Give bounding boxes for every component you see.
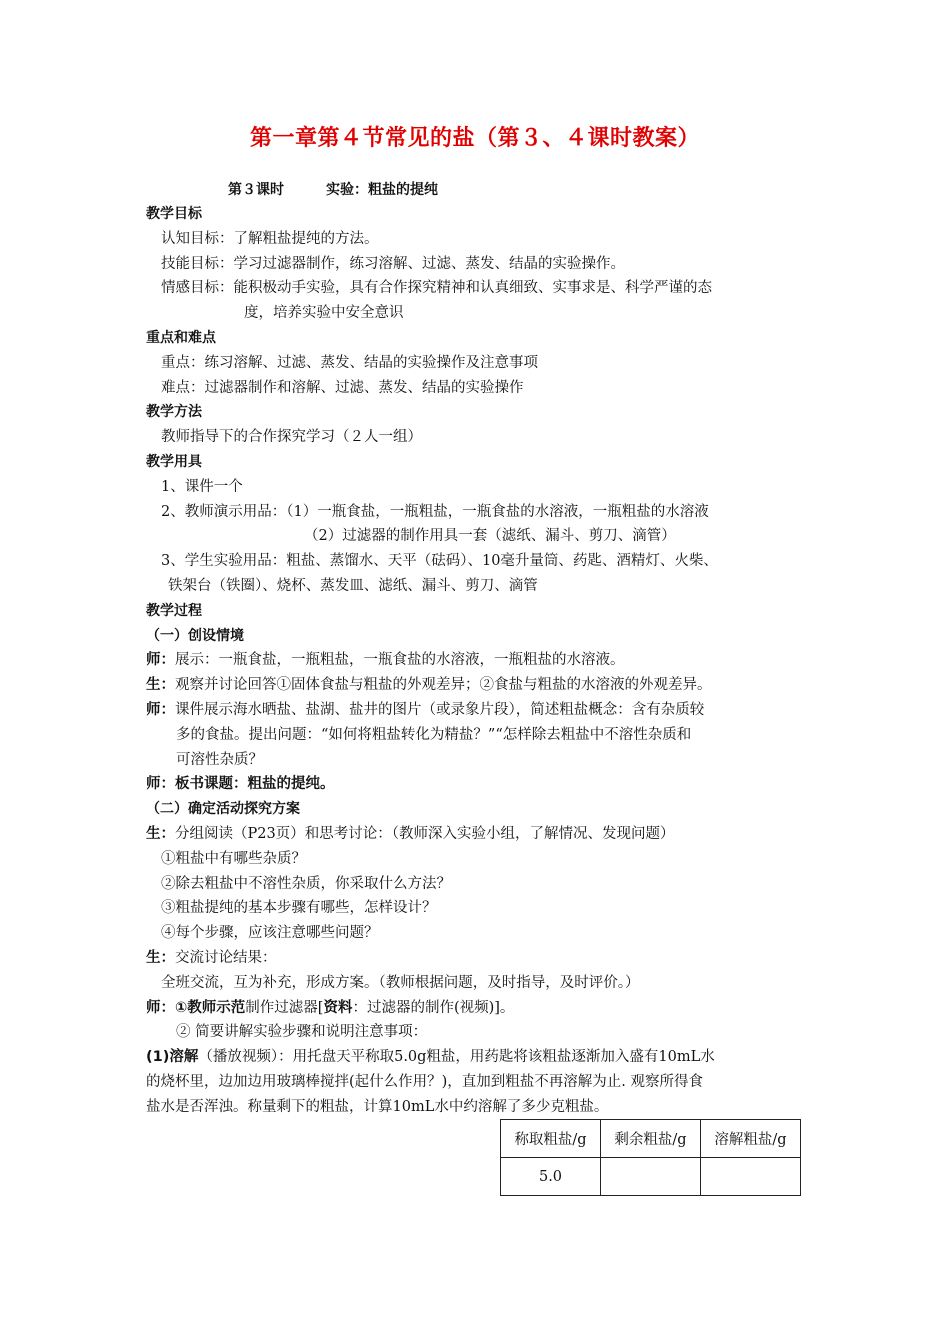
table-cell [601,1158,701,1196]
question-4: ④每个步骤，应该注意哪些问题？ [161,925,379,942]
tool-item-1: 1、课件一个 [161,478,243,495]
speaker-student: 生： [146,949,175,966]
dialog-text: 交流讨论结果： [175,949,277,966]
goal-emotion-line1: 情感目标：能积极动手实验，具有合作探究精神和认真细致、实事求是、科学严谨的态 [161,280,712,297]
section-heading-process: 教学过程 [146,602,202,619]
keypoint-key: 重点：练习溶解、过滤、蒸发、结晶的实验操作及注意事项 [161,354,538,371]
tool-item-3-line1: 3、学生实验用品：粗盐、蒸馏水、天平（砝码）、10毫升量筒、药匙、酒精灯、火柴、 [161,553,718,570]
tool-item-3-line2: 铁架台（铁圈）、烧杯、蒸发皿、滤纸、漏斗、剪刀、滴管 [168,577,538,594]
table-row [501,1158,801,1196]
subsection-plan: （二）确定活动探究方案 [146,801,300,818]
step-dissolve-heading: (1)溶解 [146,1049,199,1066]
keypoint-difficult: 难点：过滤器制作和溶解、过滤、蒸发、结晶的实验操作 [161,379,524,396]
method-text: 教师指导下的合作探究学习（２人一组） [161,429,422,446]
speaker-teacher: 师： [146,652,175,669]
dialog-line-board-title: 师：板书课题：粗盐的提纯。 [146,776,335,793]
dialog-text: 制作过滤器[ [245,999,324,1016]
resource-label: 资料 [323,999,353,1016]
table-cell [701,1158,801,1196]
dialog-text: 分组阅读（P23页）和思考讨论：（教师深入实验小组，了解情况、发现问题） [175,825,675,842]
step-text: （播放视频）：用托盘天平称取5.0g粗盐，用药匙将该粗盐逐渐加入盛有10mL水 [198,1049,715,1066]
tool-item-2-line2: （2）过滤器的制作用具一套（滤纸、漏斗、剪刀、滴管） [304,528,676,545]
table-header-cell: 溶解粗盐/g [701,1120,801,1158]
dialog-text: 观察并讨论回答①固体食盐与粗盐的外观差异；②食盐与粗盐的水溶液的外观差异。 [175,677,712,694]
goal-cognitive: 认知目标：了解粗盐提纯的方法。 [161,230,379,247]
dialog-text: ：过滤器的制作(视频)]。 [352,999,515,1016]
dialog-line [146,996,816,1021]
dialog-text: 课件展示海水晒盐、盐湖、盐井的图片（或录象片段），简述粗盐概念：含有杂质较 [175,701,705,718]
dialog-line [146,673,816,698]
section-heading-goals: 教学目标 [146,206,202,222]
section-heading-keypoints: 重点和难点 [146,329,216,346]
tool-item-2-line1: 2、教师演示用品：（1）一瓶食盐，一瓶粗盐，一瓶食盐的水溶液，一瓶粗盐的水溶液 [161,503,709,520]
table-header-cell: 剩余粗盐/g [601,1120,701,1158]
section-heading-tools: 教学用具 [146,453,202,470]
dialog-line [146,946,816,971]
dialog-text: 展示：一瓶食盐，一瓶粗盐，一瓶食盐的水溶液，一瓶粗盐的水溶液。 [175,652,625,669]
step-dissolve-line2: 的烧杯里，边加边用玻璃棒搅拌(起什么作用？)，直加到粗盐不再溶解为止. 观察所得食 [146,1073,704,1090]
step-explanation: ② 简要讲解实验步骤和说明注意事项： [176,1024,428,1041]
question-1: ①粗盐中有哪些杂质？ [161,850,306,867]
discussion-text: 全班交流，互为补充，形成方案。（教师根据问题，及时指导，及时评价。） [161,974,640,991]
speaker-teacher: 师： [146,701,175,718]
lesson-subtitle: 第３课时 实验：粗盐的提纯 [228,182,438,198]
step-dissolve-line1 [146,1045,816,1070]
dialog-line [146,648,816,673]
table-cell: 5.0 [501,1158,601,1196]
question-3: ③粗盐提纯的基本步骤有哪些，怎样设计？ [161,900,437,917]
subsection-scenario: （一）创设情境 [146,627,244,644]
table-header-cell: 称取粗盐/g [501,1120,601,1158]
speaker-student: 生： [146,677,175,694]
dialog-line [146,698,816,723]
demo-label: ①教师示范 [175,999,246,1016]
salt-measurement-table [500,1119,801,1196]
dialog-continuation: 多的食盐。提出问题：“如何将粗盐转化为精盐？”“怎样除去粗盐中不溶性杂质和 [176,726,692,743]
step-dissolve-line3: 盐水是否浑浊。称量剩下的粗盐，计算10mL水中约溶解了多少克粗盐。 [146,1098,609,1115]
page-title: 第一章第４节常见的盐（第３、４课时教案） [249,126,700,151]
goal-skill: 技能目标：学习过滤器制作，练习溶解、过滤、蒸发、结晶的实验操作。 [161,255,625,272]
dialog-continuation: 可溶性杂质？ [176,751,263,768]
dialog-line [146,822,816,847]
table-header-row [501,1120,801,1158]
lesson-content [146,202,816,1119]
goal-emotion-line2: 度，培养实验中安全意识 [244,305,404,322]
question-2: ②除去粗盐中不溶性杂质，你采取什么方法？ [161,875,451,892]
section-heading-method: 教学方法 [146,404,202,421]
speaker-student: 生： [146,825,175,842]
speaker-teacher: 师： [146,999,175,1016]
